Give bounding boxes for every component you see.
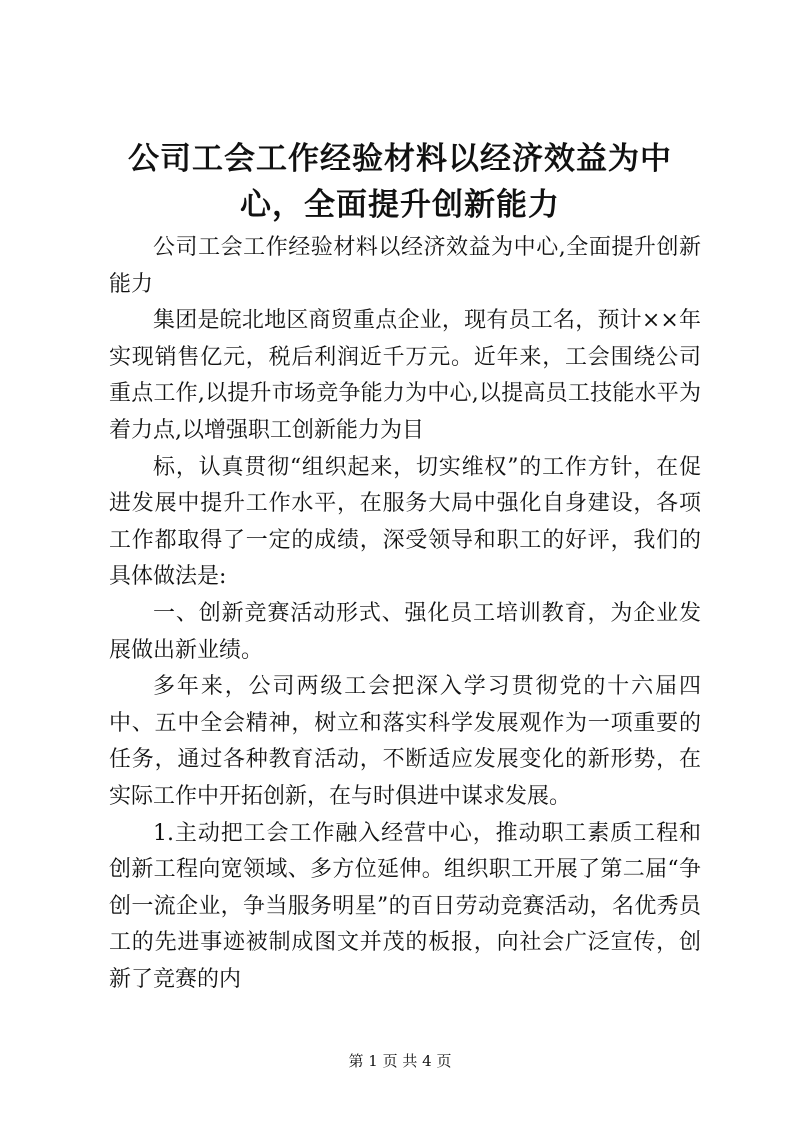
paragraph: 集团是皖北地区商贸重点企业，现有员工名，预计××年实现销售亿元，税后利润近千万元。近年来，工会围绕公司重点工作,以提升市场竞争能力为中心,以提高员工技能水平为着力点,以增强职工创新能力为目 — [109, 308, 701, 443]
paragraph: 标，认真贯彻“组织起来，切实维权”的工作方针，在促进发展中提升工作水平，在服务大局中强化自身建设，各项工作都取得了一定的成绩，深受领导和职工的好评，我们的具体做法是: — [109, 454, 701, 590]
section-heading: 一、创新竞赛活动形式、强化员工培训教育，为企业发展做出新业绩。 — [109, 600, 701, 663]
paragraph: 公司工会工作经验材料以经济效益为中心,全面提升创新能力 — [109, 235, 701, 297]
page-number-footer: 第 1 页 共 4 页 — [348, 1052, 452, 1070]
document-body — [109, 230, 701, 998]
paragraph: 1.主动把工会工作融入经营中心，推动职工素质工程和创新工程向宽领域、多方位延伸。组织职工开展了第二届“争创一流企业，争当服务明星”的百日劳动竞赛活动，名优秀员工的先进事迹被制成图文并茂的板报，向社会广泛宣传，创新了竞赛的内 — [109, 820, 701, 992]
document-title: 公司工会工作经验材料以经济效益为中心，全面提升创新能力 — [128, 141, 672, 223]
paragraph: 多年来，公司两级工会把深入学习贯彻党的十六届四中、五中全会精神，树立和落实科学发展观作为一项重要的任务，通过各种教育活动，不断适应发展变化的新形势，在实际工作中开拓创新，在与时俱进中谋求发展。 — [109, 674, 701, 809]
